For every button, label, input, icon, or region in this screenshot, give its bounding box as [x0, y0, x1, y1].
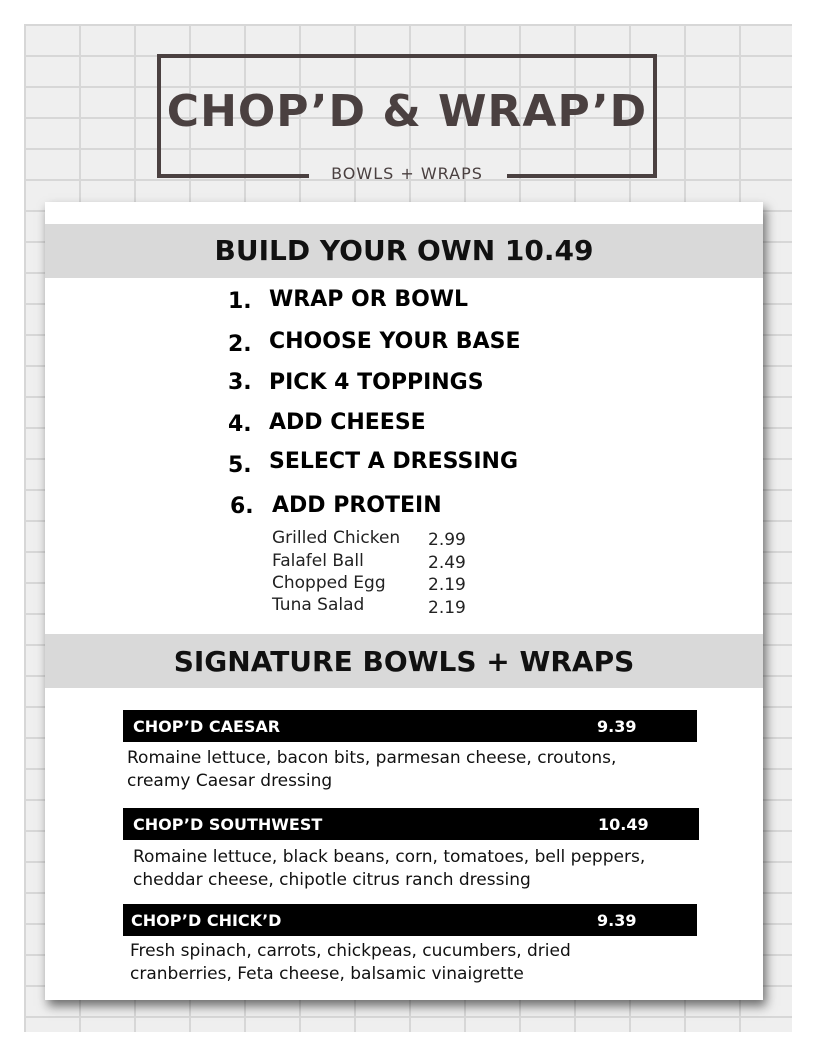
menu-item-bar	[123, 710, 697, 742]
description-line: Fresh spinach, carrots, chickpeas, cucumbers, dried	[130, 941, 571, 961]
protein-name: Chopped Egg	[272, 573, 386, 593]
menu-item-bar	[123, 904, 697, 936]
protein-price: 2.19	[428, 598, 466, 618]
build-your-own-heading: BUILD YOUR OWN 10.49	[45, 224, 763, 278]
menu-item-description	[127, 747, 616, 793]
menu-item-description	[130, 940, 571, 986]
menu-item-name: CHOP’D CAESAR	[133, 717, 281, 736]
step-label: ADD PROTEIN	[272, 493, 442, 518]
description-line: cheddar cheese, chipotle citrus ranch dressing	[133, 870, 531, 890]
protein-price: 2.19	[428, 575, 466, 595]
menu-item-price: 10.49	[598, 815, 649, 834]
protein-price: 2.49	[428, 553, 466, 573]
signature-heading: SIGNATURE BOWLS + WRAPS	[45, 634, 763, 688]
step-label: PICK 4 TOPPINGS	[269, 370, 484, 395]
step-number: 4.	[228, 412, 252, 437]
step-number: 2.	[228, 332, 252, 357]
step-label: WRAP OR BOWL	[269, 287, 469, 312]
menu-item-name: CHOP’D CHICK’D	[131, 911, 282, 930]
protein-name: Falafel Ball	[272, 551, 364, 571]
step-number: 6.	[230, 494, 254, 519]
step-label: CHOOSE YOUR BASE	[269, 329, 521, 354]
protein-name: Tuna Salad	[272, 595, 365, 615]
menu-item-bar	[123, 808, 699, 840]
step-number: 1.	[228, 289, 252, 314]
protein-name: Grilled Chicken	[272, 528, 401, 548]
description-line: cranberries, Feta cheese, balsamic vinaigrette	[130, 964, 524, 984]
step-label: SELECT A DRESSING	[269, 449, 519, 474]
protein-price: 2.99	[428, 530, 466, 550]
step-number: 3.	[228, 370, 252, 395]
menu-item-description	[133, 846, 645, 892]
step-number: 5.	[228, 453, 252, 478]
description-line: Romaine lettuce, bacon bits, parmesan cheese, croutons,	[127, 748, 617, 768]
description-line: Romaine lettuce, black beans, corn, tomatoes, bell peppers,	[133, 847, 646, 867]
menu-item-price: 9.39	[597, 717, 637, 736]
logo-title: CHOP’D & WRAP’D	[166, 86, 648, 137]
logo-subtitle: BOWLS + WRAPS	[331, 164, 483, 183]
step-label: ADD CHEESE	[269, 410, 426, 435]
menu-item-price: 9.39	[597, 911, 637, 930]
menu-item-name: CHOP’D SOUTHWEST	[133, 815, 323, 834]
description-line: creamy Caesar dressing	[127, 771, 333, 791]
